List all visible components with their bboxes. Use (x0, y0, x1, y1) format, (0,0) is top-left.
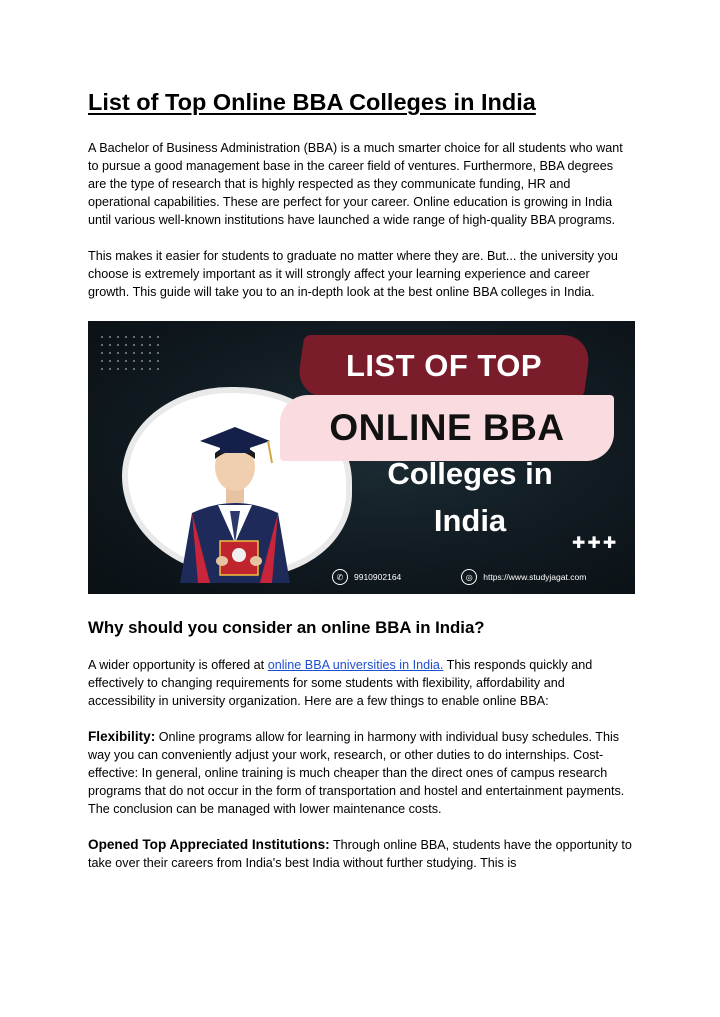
promo-banner-image (88, 321, 635, 594)
plus-icon: ✚✚✚ (572, 535, 619, 552)
banner-heading-line-3: Colleges in (387, 456, 553, 491)
banner-contact-row (332, 569, 586, 585)
intro-paragraph-2: This makes it easier for students to graduate no matter where they are. But... the university you choose is extremely important as it will strongly affect your learning experience and career growth. This guide will take you to an in-depth look at the best online BBA colleges in India. (88, 249, 618, 299)
flexibility-paragraph: Flexibility: Online programs allow for learning in harmony with individual busy schedules. This way you can conveniently adjust your work, research, or other duties to do internships. Cost-effective: In general, online training is much cheaper than the direct ones of campus research programs that do not occur in the form of transportation and hostel and entertainment payments. The conclusion can be managed with lower maintenance costs. (88, 729, 625, 816)
intro-paragraph-1: A Bachelor of Business Administration (BBA) is a much smarter choice for all students who want to pursue a good management base in the career field of ventures. Furthermore, BBA degrees are the type of research that is highly respected as they communicate funding, HR and operational capabilities. These are perfect for your career. Online education is growing in India until various well-known institutions have launched a wide range of high-quality BBA programs. (88, 141, 623, 227)
flexibility-lead: Flexibility: (88, 729, 156, 744)
banner-website: https://www.studyjagat.com (483, 572, 587, 582)
page-title: List of Top Online BBA Colleges in India (88, 89, 536, 115)
section-heading: Why should you consider an online BBA in India? (88, 618, 485, 637)
banner-phone: 9910902164 (354, 572, 402, 582)
dot-grid-decoration (98, 333, 162, 373)
banner-heading-line-1: LIST OF TOP (296, 335, 593, 397)
globe-icon: ◎ (461, 569, 477, 585)
phone-icon: ✆ (332, 569, 348, 585)
banner-heading-line-4: India (433, 503, 507, 538)
online-bba-universities-link[interactable]: online BBA universities in India. (267, 658, 444, 672)
institutions-lead: Opened Top Appreciated Institutions: (88, 837, 330, 852)
banner-heading-line-2: ONLINE BBA (280, 395, 614, 461)
document-page (88, 88, 633, 872)
why-paragraph: A wider opportunity is offered at online BBA universities in India. This responds quickly and effectively to changing requirements for some students with flexibility, affordability and accessibility in university organization. Here are a few things to enable online BBA: (88, 658, 593, 708)
institutions-paragraph: Opened Top Appreciated Institutions: Through online BBA, students have the opportunity to take over their careers from India's best India without further studying. This is (88, 837, 632, 870)
